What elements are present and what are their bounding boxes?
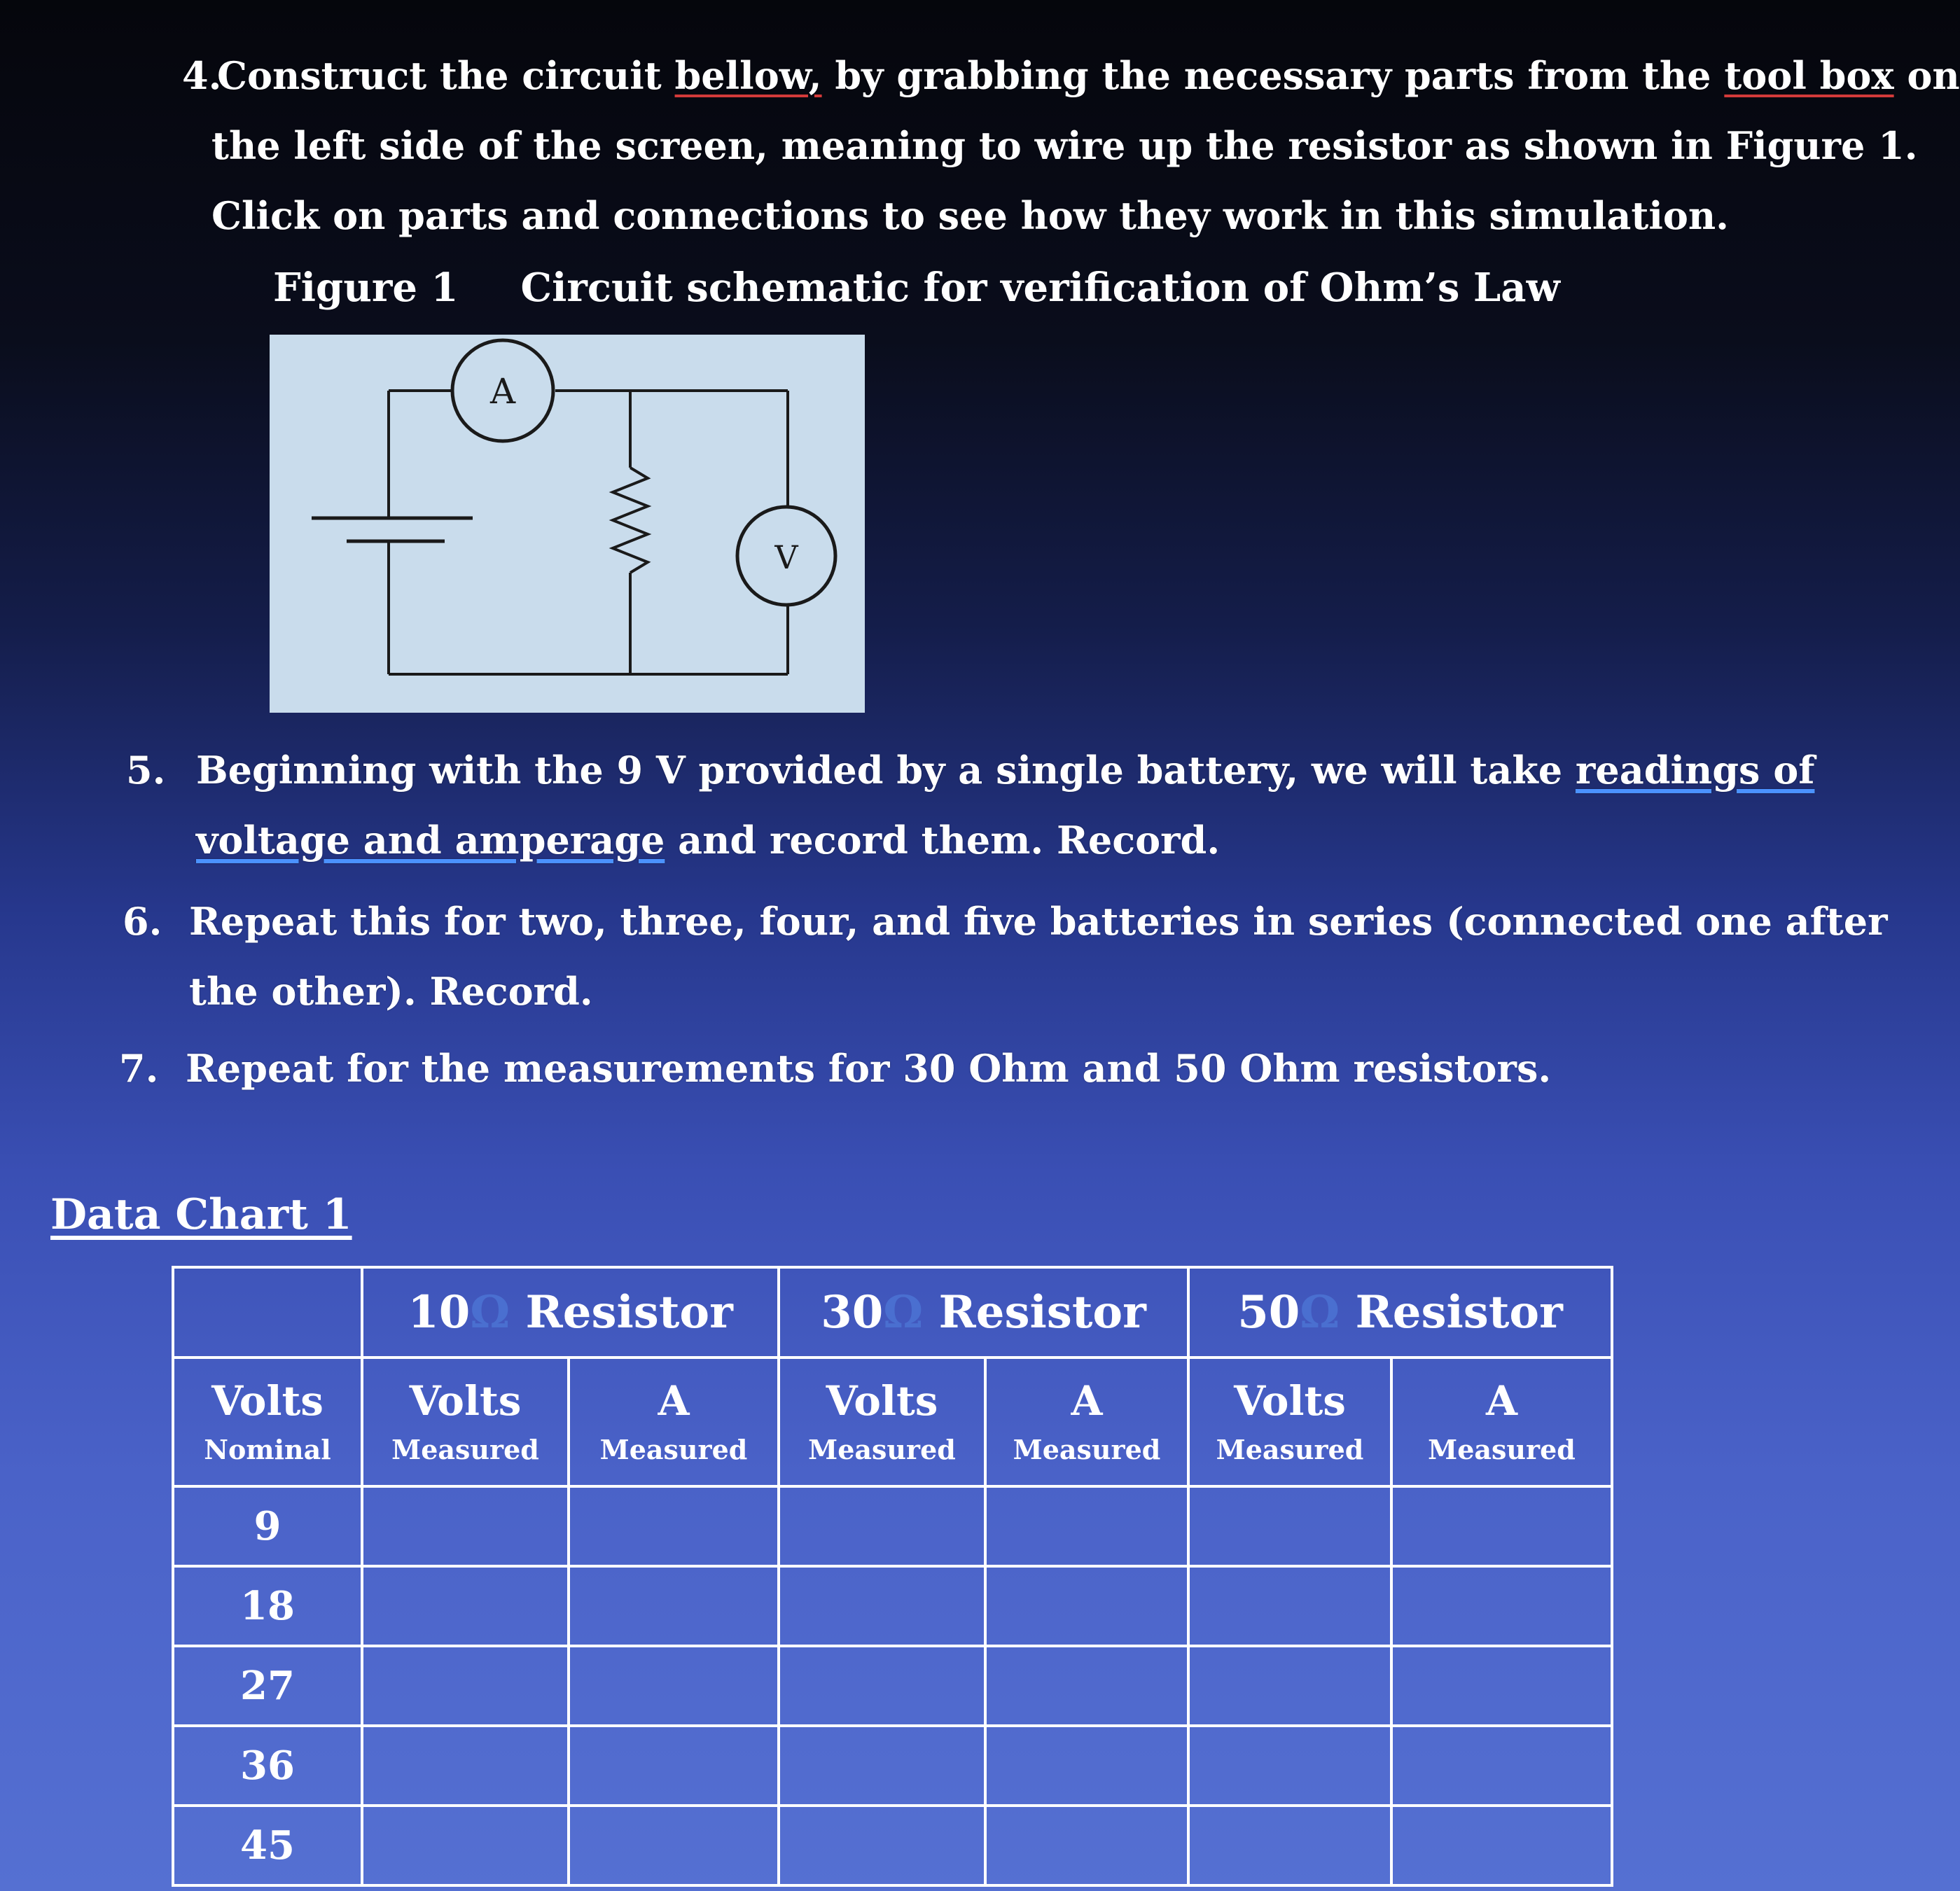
instruction-line [211,182,1729,249]
instruction-line [189,888,1888,955]
instruction-text: Click on parts and connections to see how they work in this simulation. [211,193,1729,238]
column-header-bottom: Nominal [204,1434,331,1465]
column-header-bottom: Measured [1428,1434,1576,1465]
column-header-top: A [658,1377,690,1425]
measurement-cell[interactable] [1188,1806,1391,1885]
table-row [173,1486,1612,1566]
instruction-line [189,958,593,1025]
column-header-bottom: Measured [391,1434,539,1465]
figure-label: Figure 1 [273,265,459,311]
voltmeter-label: V [774,538,798,576]
column-header-top: Volts [1234,1377,1346,1425]
column-header-top: A [1485,1377,1517,1425]
group-header [1188,1267,1612,1358]
column-header-top: Volts [826,1377,938,1425]
measurement-cell[interactable] [569,1566,779,1646]
measurement-cell[interactable] [779,1646,985,1726]
instruction-line [211,112,1918,179]
instruction-text: on [1893,53,1960,98]
figure-caption-text: Circuit schematic for verification of Ohm’s Law [520,265,1560,311]
column-header-bottom: Measured [599,1434,748,1465]
table-row [173,1806,1612,1885]
instruction-text: readings of [1575,748,1815,793]
nominal-volts-cell: 18 [173,1566,362,1646]
column-header-bottom: Measured [808,1434,956,1465]
measurement-cell[interactable] [362,1646,569,1726]
instruction-text: the other). Record. [189,969,593,1014]
column-header [1188,1358,1391,1486]
measurement-cell[interactable] [569,1486,779,1566]
measurement-cell[interactable] [1188,1566,1391,1646]
measurement-cell[interactable] [985,1566,1188,1646]
instruction-text: by grabbing the necessary parts from the [821,53,1725,98]
column-header-top: Volts [211,1377,324,1425]
column-header [569,1358,779,1486]
group-header-row [173,1267,1612,1358]
column-header-top: A [1071,1377,1103,1425]
ammeter-label: A [489,371,516,412]
circuit-schematic [270,335,865,713]
instruction-line [217,42,1960,109]
measurement-cell[interactable] [362,1566,569,1646]
resistor-label: Resistor [1355,1286,1563,1339]
resistor-label: Resistor [525,1286,733,1339]
measurement-cell[interactable] [1391,1646,1612,1726]
nominal-volts-cell: 27 [173,1646,362,1726]
table-row [173,1726,1612,1806]
instruction-text: Construct the circuit [217,53,675,98]
measurement-cell[interactable] [779,1566,985,1646]
column-header-bottom: Measured [1216,1434,1364,1465]
measurement-cell[interactable] [569,1646,779,1726]
instruction-4 [147,42,1960,252]
ohm-symbol: Ω [883,1286,924,1339]
measurement-cell[interactable] [1188,1726,1391,1806]
measurement-cell[interactable] [1391,1566,1612,1646]
instruction-text: and record them. Record. [665,818,1221,863]
group-header [362,1267,779,1358]
measurement-cell[interactable] [1391,1486,1612,1566]
instruction-line [196,807,1220,874]
column-header [362,1358,569,1486]
nominal-volts-cell: 36 [173,1726,362,1806]
instruction-5 [126,737,1815,884]
nominal-volts-cell: 9 [173,1486,362,1566]
column-header [779,1358,985,1486]
instruction-text: Repeat for the measurements for 30 Ohm and 50 Ohm resistors. [186,1046,1552,1091]
resistor-value: 10 [408,1286,471,1339]
instruction-text: Repeat this for two, three, four, and five batteries in series (connected one after [189,899,1888,944]
instruction-text: voltage and amperage [196,818,665,863]
measurement-cell[interactable] [985,1726,1188,1806]
sub-header-row [173,1358,1612,1486]
nominal-volts-cell: 45 [173,1806,362,1885]
measurement-cell[interactable] [569,1726,779,1806]
instruction-text: the left side of the screen, meaning to wire up the resistor as shown in Figure 1. [211,123,1918,168]
data-chart-title: Data Chart 1 [50,1190,352,1239]
measurement-cell[interactable] [362,1486,569,1566]
instruction-line [196,737,1814,804]
instruction-7 [119,1035,1695,1112]
measurement-cell[interactable] [1391,1726,1612,1806]
instruction-text: bellow, [674,53,822,98]
resistor-value: 30 [821,1286,884,1339]
instruction-number: 5. [126,748,166,793]
measurement-cell[interactable] [985,1486,1188,1566]
measurement-cell[interactable] [779,1726,985,1806]
resistor [613,468,648,573]
instruction-6 [123,888,1888,1035]
measurement-cell[interactable] [362,1806,569,1885]
measurement-cell[interactable] [985,1806,1188,1885]
instruction-text: Beginning with the 9 V provided by a single battery, we will take [196,748,1576,793]
measurement-cell[interactable] [1188,1486,1391,1566]
ohm-symbol: Ω [470,1286,510,1339]
group-header [779,1267,1188,1358]
column-header [1391,1358,1612,1486]
measurement-cell[interactable] [985,1646,1188,1726]
column-header [985,1358,1188,1486]
instruction-number: 4. [182,53,222,98]
figure-caption [273,265,1560,311]
circuit-diagram [270,335,865,713]
resistor-label: Resistor [938,1286,1146,1339]
column-header-top: Volts [409,1377,522,1425]
measurement-cell[interactable] [569,1806,779,1885]
table-row [173,1566,1612,1646]
corner-cell [173,1267,362,1358]
table-row [173,1646,1612,1726]
measurement-cell[interactable] [1188,1646,1391,1726]
data-chart-table [172,1266,1613,1887]
measurement-cell[interactable] [779,1486,985,1566]
instruction-text: tool box [1724,53,1894,98]
column-header [173,1358,362,1486]
measurement-cell[interactable] [779,1806,985,1885]
measurement-cell[interactable] [1391,1806,1612,1885]
ohm-symbol: Ω [1300,1286,1340,1339]
measurement-cell[interactable] [362,1726,569,1806]
resistor-value: 50 [1237,1286,1300,1339]
instruction-number: 7. [119,1046,159,1091]
instruction-number: 6. [123,899,162,944]
column-header-bottom: Measured [1013,1434,1161,1465]
instruction-line [186,1035,1551,1102]
